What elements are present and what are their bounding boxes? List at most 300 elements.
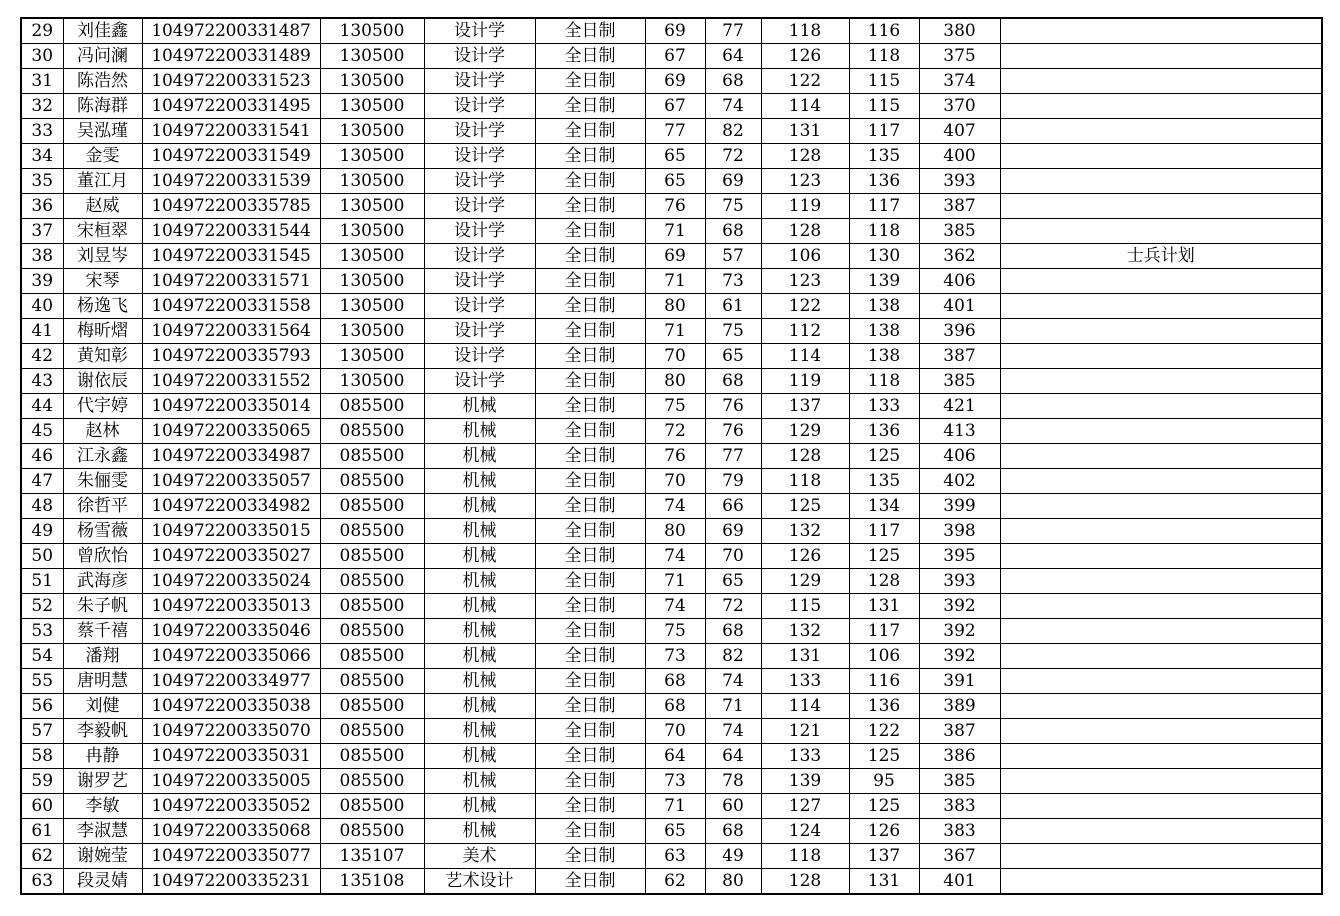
table-row: [21, 419, 1322, 444]
name-cell: 江永鑫: [63, 444, 142, 469]
study-mode-cell: 全日制: [535, 694, 645, 719]
score-1-cell: 71: [645, 219, 705, 244]
total-score-cell: 398: [919, 519, 1000, 544]
exam-id-cell: 104972200335031: [142, 744, 320, 769]
table-row: [21, 94, 1322, 119]
row-number-cell: 48: [21, 494, 63, 519]
score-1-cell: 70: [645, 469, 705, 494]
table-row: [21, 519, 1322, 544]
total-score-cell: 380: [919, 18, 1000, 44]
score-4-cell: 138: [849, 294, 919, 319]
score-3-cell: 119: [761, 369, 849, 394]
score-3-cell: 139: [761, 769, 849, 794]
name-cell: 李敏: [63, 794, 142, 819]
exam-id-cell: 104972200335015: [142, 519, 320, 544]
row-number-cell: 45: [21, 419, 63, 444]
note-cell: [1000, 844, 1322, 869]
study-mode-cell: 全日制: [535, 494, 645, 519]
major-code-cell: 085500: [320, 494, 424, 519]
score-3-cell: 129: [761, 419, 849, 444]
major-code-cell: 130500: [320, 69, 424, 94]
major-name-cell: 设计学: [424, 194, 535, 219]
major-name-cell: 机械: [424, 469, 535, 494]
row-number-cell: 32: [21, 94, 63, 119]
study-mode-cell: 全日制: [535, 369, 645, 394]
total-score-cell: 387: [919, 344, 1000, 369]
score-2-cell: 78: [705, 769, 761, 794]
major-code-cell: 085500: [320, 644, 424, 669]
total-score-cell: 407: [919, 119, 1000, 144]
score-4-cell: 117: [849, 519, 919, 544]
major-name-cell: 设计学: [424, 144, 535, 169]
total-score-cell: 396: [919, 319, 1000, 344]
study-mode-cell: 全日制: [535, 419, 645, 444]
score-4-cell: 125: [849, 544, 919, 569]
score-3-cell: 133: [761, 669, 849, 694]
score-2-cell: 69: [705, 169, 761, 194]
major-name-cell: 机械: [424, 419, 535, 444]
total-score-cell: 406: [919, 444, 1000, 469]
major-name-cell: 设计学: [424, 69, 535, 94]
score-1-cell: 69: [645, 18, 705, 44]
name-cell: 代宇婷: [63, 394, 142, 419]
score-2-cell: 75: [705, 194, 761, 219]
study-mode-cell: 全日制: [535, 144, 645, 169]
score-1-cell: 70: [645, 344, 705, 369]
exam-id-cell: 104972200334987: [142, 444, 320, 469]
score-3-cell: 125: [761, 494, 849, 519]
total-score-cell: 367: [919, 844, 1000, 869]
total-score-cell: 391: [919, 669, 1000, 694]
exam-id-cell: 104972200335065: [142, 419, 320, 444]
table-row: [21, 244, 1322, 269]
row-number-cell: 41: [21, 319, 63, 344]
study-mode-cell: 全日制: [535, 669, 645, 694]
score-2-cell: 68: [705, 219, 761, 244]
major-name-cell: 设计学: [424, 94, 535, 119]
score-2-cell: 65: [705, 344, 761, 369]
major-code-cell: 085500: [320, 594, 424, 619]
score-2-cell: 68: [705, 819, 761, 844]
table-row: [21, 69, 1322, 94]
name-cell: 唐明慧: [63, 669, 142, 694]
exam-id-cell: 104972200331489: [142, 44, 320, 69]
score-3-cell: 128: [761, 144, 849, 169]
study-mode-cell: 全日制: [535, 18, 645, 44]
table-row: [21, 18, 1322, 44]
study-mode-cell: 全日制: [535, 794, 645, 819]
table-row: [21, 819, 1322, 844]
total-score-cell: 392: [919, 594, 1000, 619]
score-1-cell: 75: [645, 619, 705, 644]
table-row: [21, 494, 1322, 519]
score-4-cell: 139: [849, 269, 919, 294]
total-score-cell: 400: [919, 144, 1000, 169]
total-score-cell: 399: [919, 494, 1000, 519]
score-1-cell: 67: [645, 94, 705, 119]
major-name-cell: 设计学: [424, 369, 535, 394]
score-2-cell: 72: [705, 144, 761, 169]
score-4-cell: 137: [849, 844, 919, 869]
score-4-cell: 125: [849, 794, 919, 819]
score-3-cell: 114: [761, 344, 849, 369]
major-code-cell: 130500: [320, 194, 424, 219]
note-cell: [1000, 269, 1322, 294]
score-1-cell: 77: [645, 119, 705, 144]
table-row: [21, 644, 1322, 669]
major-name-cell: 设计学: [424, 119, 535, 144]
score-1-cell: 65: [645, 169, 705, 194]
table-row: [21, 294, 1322, 319]
major-code-cell: 130500: [320, 18, 424, 44]
study-mode-cell: 全日制: [535, 769, 645, 794]
score-1-cell: 71: [645, 569, 705, 594]
major-code-cell: 130500: [320, 44, 424, 69]
exam-id-cell: 104972200335068: [142, 819, 320, 844]
score-4-cell: 117: [849, 619, 919, 644]
score-2-cell: 65: [705, 569, 761, 594]
study-mode-cell: 全日制: [535, 169, 645, 194]
score-1-cell: 76: [645, 444, 705, 469]
note-cell: 士兵计划: [1000, 244, 1322, 269]
study-mode-cell: 全日制: [535, 244, 645, 269]
total-score-cell: 383: [919, 819, 1000, 844]
major-code-cell: 130500: [320, 119, 424, 144]
total-score-cell: 406: [919, 269, 1000, 294]
score-2-cell: 75: [705, 319, 761, 344]
major-name-cell: 机械: [424, 394, 535, 419]
major-name-cell: 美术: [424, 844, 535, 869]
score-2-cell: 82: [705, 644, 761, 669]
score-1-cell: 74: [645, 594, 705, 619]
score-4-cell: 136: [849, 694, 919, 719]
score-3-cell: 123: [761, 169, 849, 194]
exam-id-cell: 104972200335052: [142, 794, 320, 819]
study-mode-cell: 全日制: [535, 294, 645, 319]
exam-id-cell: 104972200331541: [142, 119, 320, 144]
exam-id-cell: 104972200335785: [142, 194, 320, 219]
row-number-cell: 55: [21, 669, 63, 694]
row-number-cell: 44: [21, 394, 63, 419]
study-mode-cell: 全日制: [535, 519, 645, 544]
row-number-cell: 62: [21, 844, 63, 869]
score-4-cell: 125: [849, 444, 919, 469]
study-mode-cell: 全日制: [535, 344, 645, 369]
major-code-cell: 085500: [320, 444, 424, 469]
row-number-cell: 37: [21, 219, 63, 244]
major-code-cell: 085500: [320, 569, 424, 594]
score-3-cell: 128: [761, 219, 849, 244]
score-4-cell: 128: [849, 569, 919, 594]
name-cell: 吴泓瑾: [63, 119, 142, 144]
major-name-cell: 设计学: [424, 244, 535, 269]
note-cell: [1000, 144, 1322, 169]
score-4-cell: 138: [849, 319, 919, 344]
total-score-cell: 385: [919, 769, 1000, 794]
score-4-cell: 122: [849, 719, 919, 744]
exam-id-cell: 104972200335066: [142, 644, 320, 669]
score-1-cell: 80: [645, 369, 705, 394]
major-name-cell: 设计学: [424, 344, 535, 369]
score-1-cell: 65: [645, 144, 705, 169]
table-row: [21, 44, 1322, 69]
total-score-cell: 401: [919, 869, 1000, 895]
note-cell: [1000, 344, 1322, 369]
exam-id-cell: 104972200334982: [142, 494, 320, 519]
row-number-cell: 43: [21, 369, 63, 394]
study-mode-cell: 全日制: [535, 719, 645, 744]
exam-id-cell: 104972200335038: [142, 694, 320, 719]
score-3-cell: 126: [761, 544, 849, 569]
note-cell: [1000, 469, 1322, 494]
table-row: [21, 569, 1322, 594]
total-score-cell: 392: [919, 644, 1000, 669]
exam-id-cell: 104972200331523: [142, 69, 320, 94]
row-number-cell: 60: [21, 794, 63, 819]
total-score-cell: 383: [919, 794, 1000, 819]
score-4-cell: 131: [849, 594, 919, 619]
major-name-cell: 机械: [424, 594, 535, 619]
score-2-cell: 70: [705, 544, 761, 569]
study-mode-cell: 全日制: [535, 69, 645, 94]
note-cell: [1000, 669, 1322, 694]
exam-id-cell: 104972200335231: [142, 869, 320, 895]
note-cell: [1000, 794, 1322, 819]
table-row: [21, 269, 1322, 294]
table-row: [21, 344, 1322, 369]
score-2-cell: 72: [705, 594, 761, 619]
name-cell: 刘健: [63, 694, 142, 719]
total-score-cell: 387: [919, 194, 1000, 219]
total-score-cell: 421: [919, 394, 1000, 419]
score-3-cell: 121: [761, 719, 849, 744]
row-number-cell: 33: [21, 119, 63, 144]
score-4-cell: 135: [849, 469, 919, 494]
major-code-cell: 130500: [320, 169, 424, 194]
name-cell: 刘昱岑: [63, 244, 142, 269]
name-cell: 武海彦: [63, 569, 142, 594]
name-cell: 梅昕熠: [63, 319, 142, 344]
major-code-cell: 085500: [320, 694, 424, 719]
total-score-cell: 402: [919, 469, 1000, 494]
score-1-cell: 70: [645, 719, 705, 744]
exam-id-cell: 104972200335013: [142, 594, 320, 619]
total-score-cell: 393: [919, 169, 1000, 194]
score-2-cell: 69: [705, 519, 761, 544]
score-1-cell: 76: [645, 194, 705, 219]
score-4-cell: 118: [849, 219, 919, 244]
exam-id-cell: 104972200335014: [142, 394, 320, 419]
exam-id-cell: 104972200331539: [142, 169, 320, 194]
study-mode-cell: 全日制: [535, 194, 645, 219]
score-1-cell: 74: [645, 544, 705, 569]
major-name-cell: 机械: [424, 769, 535, 794]
score-2-cell: 74: [705, 94, 761, 119]
score-3-cell: 112: [761, 319, 849, 344]
major-name-cell: 设计学: [424, 269, 535, 294]
table-row: [21, 669, 1322, 694]
major-code-cell: 085500: [320, 519, 424, 544]
score-3-cell: 118: [761, 844, 849, 869]
score-4-cell: 116: [849, 669, 919, 694]
score-2-cell: 60: [705, 794, 761, 819]
major-name-cell: 机械: [424, 544, 535, 569]
major-code-cell: 135107: [320, 844, 424, 869]
exam-id-cell: 104972200331544: [142, 219, 320, 244]
total-score-cell: 385: [919, 219, 1000, 244]
major-code-cell: 085500: [320, 794, 424, 819]
score-4-cell: 106: [849, 644, 919, 669]
major-code-cell: 085500: [320, 619, 424, 644]
name-cell: 冯问澜: [63, 44, 142, 69]
total-score-cell: 392: [919, 619, 1000, 644]
study-mode-cell: 全日制: [535, 219, 645, 244]
study-mode-cell: 全日制: [535, 444, 645, 469]
table-row: [21, 194, 1322, 219]
major-name-cell: 机械: [424, 444, 535, 469]
total-score-cell: 389: [919, 694, 1000, 719]
study-mode-cell: 全日制: [535, 119, 645, 144]
note-cell: [1000, 169, 1322, 194]
major-code-cell: 085500: [320, 819, 424, 844]
name-cell: 段灵婧: [63, 869, 142, 895]
study-mode-cell: 全日制: [535, 844, 645, 869]
score-2-cell: 49: [705, 844, 761, 869]
row-number-cell: 29: [21, 18, 63, 44]
major-name-cell: 机械: [424, 719, 535, 744]
score-4-cell: 136: [849, 419, 919, 444]
score-3-cell: 131: [761, 644, 849, 669]
total-score-cell: 385: [919, 369, 1000, 394]
note-cell: [1000, 594, 1322, 619]
name-cell: 谢依辰: [63, 369, 142, 394]
row-number-cell: 51: [21, 569, 63, 594]
name-cell: 杨逸飞: [63, 294, 142, 319]
table-row: [21, 544, 1322, 569]
score-1-cell: 71: [645, 319, 705, 344]
row-number-cell: 36: [21, 194, 63, 219]
major-name-cell: 机械: [424, 494, 535, 519]
row-number-cell: 40: [21, 294, 63, 319]
score-4-cell: 95: [849, 769, 919, 794]
study-mode-cell: 全日制: [535, 394, 645, 419]
score-2-cell: 82: [705, 119, 761, 144]
table-row: [21, 444, 1322, 469]
major-code-cell: 085500: [320, 469, 424, 494]
major-code-cell: 085500: [320, 394, 424, 419]
study-mode-cell: 全日制: [535, 594, 645, 619]
score-3-cell: 128: [761, 444, 849, 469]
exam-id-cell: 104972200335070: [142, 719, 320, 744]
row-number-cell: 35: [21, 169, 63, 194]
study-mode-cell: 全日制: [535, 44, 645, 69]
score-3-cell: 122: [761, 294, 849, 319]
score-1-cell: 68: [645, 694, 705, 719]
study-mode-cell: 全日制: [535, 544, 645, 569]
exam-id-cell: 104972200335027: [142, 544, 320, 569]
row-number-cell: 63: [21, 869, 63, 895]
row-number-cell: 47: [21, 469, 63, 494]
note-cell: [1000, 94, 1322, 119]
table-row: [21, 869, 1322, 895]
exam-id-cell: 104972200335024: [142, 569, 320, 594]
score-2-cell: 66: [705, 494, 761, 519]
note-cell: [1000, 769, 1322, 794]
row-number-cell: 56: [21, 694, 63, 719]
table-row: [21, 794, 1322, 819]
score-4-cell: 130: [849, 244, 919, 269]
note-cell: [1000, 544, 1322, 569]
name-cell: 刘佳鑫: [63, 18, 142, 44]
score-3-cell: 129: [761, 569, 849, 594]
row-number-cell: 31: [21, 69, 63, 94]
table-row: [21, 144, 1322, 169]
score-3-cell: 123: [761, 269, 849, 294]
score-1-cell: 69: [645, 244, 705, 269]
major-name-cell: 机械: [424, 644, 535, 669]
score-4-cell: 118: [849, 369, 919, 394]
major-code-cell: 130500: [320, 144, 424, 169]
score-4-cell: 115: [849, 94, 919, 119]
major-name-cell: 机械: [424, 519, 535, 544]
score-3-cell: 114: [761, 694, 849, 719]
name-cell: 谢婉莹: [63, 844, 142, 869]
score-2-cell: 79: [705, 469, 761, 494]
score-2-cell: 74: [705, 669, 761, 694]
score-1-cell: 80: [645, 294, 705, 319]
score-1-cell: 65: [645, 819, 705, 844]
note-cell: [1000, 294, 1322, 319]
total-score-cell: 413: [919, 419, 1000, 444]
major-code-cell: 085500: [320, 769, 424, 794]
score-2-cell: 74: [705, 719, 761, 744]
score-2-cell: 68: [705, 619, 761, 644]
note-cell: [1000, 819, 1322, 844]
name-cell: 李毅帆: [63, 719, 142, 744]
table-body: [21, 18, 1322, 894]
total-score-cell: 387: [919, 719, 1000, 744]
score-4-cell: 135: [849, 144, 919, 169]
study-mode-cell: 全日制: [535, 819, 645, 844]
total-score-cell: 395: [919, 544, 1000, 569]
score-2-cell: 64: [705, 744, 761, 769]
score-3-cell: 118: [761, 18, 849, 44]
note-cell: [1000, 419, 1322, 444]
study-mode-cell: 全日制: [535, 269, 645, 294]
row-number-cell: 53: [21, 619, 63, 644]
name-cell: 陈海群: [63, 94, 142, 119]
row-number-cell: 54: [21, 644, 63, 669]
score-1-cell: 80: [645, 519, 705, 544]
note-cell: [1000, 69, 1322, 94]
major-name-cell: 设计学: [424, 44, 535, 69]
name-cell: 赵林: [63, 419, 142, 444]
major-name-cell: 设计学: [424, 169, 535, 194]
major-code-cell: 085500: [320, 669, 424, 694]
note-cell: [1000, 119, 1322, 144]
study-mode-cell: 全日制: [535, 869, 645, 895]
row-number-cell: 38: [21, 244, 63, 269]
table-row: [21, 319, 1322, 344]
major-code-cell: 130500: [320, 369, 424, 394]
score-3-cell: 132: [761, 519, 849, 544]
score-3-cell: 128: [761, 869, 849, 895]
score-4-cell: 126: [849, 819, 919, 844]
score-1-cell: 62: [645, 869, 705, 895]
score-3-cell: 137: [761, 394, 849, 419]
note-cell: [1000, 369, 1322, 394]
exam-id-cell: 104972200331564: [142, 319, 320, 344]
